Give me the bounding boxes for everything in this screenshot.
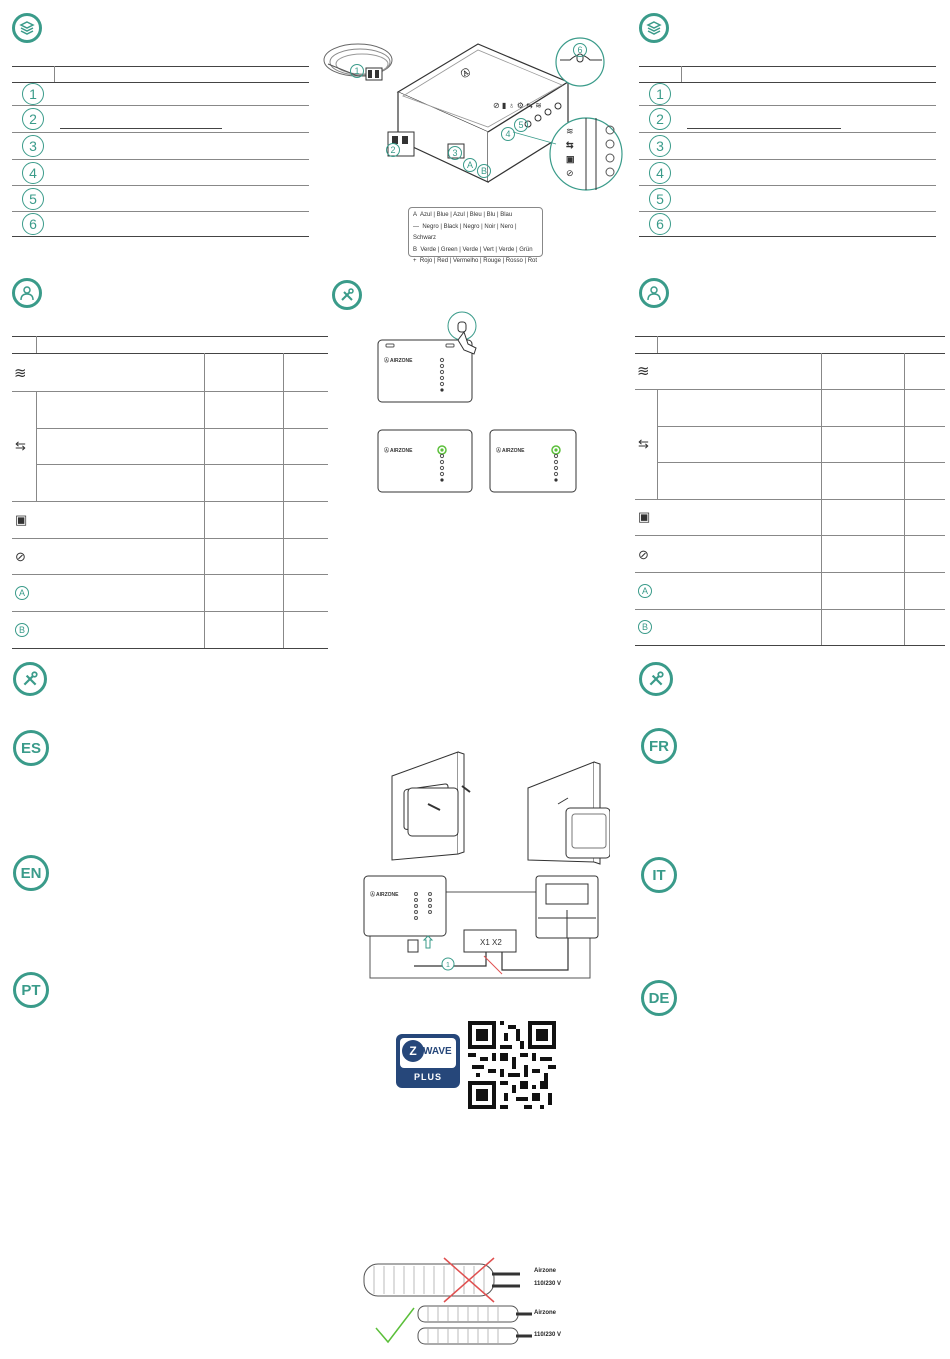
wifi-icon: ≋ [637, 363, 650, 380]
zwave-plus-logo: Z WAVE PLUS [396, 1034, 460, 1088]
terminal-a-icon: A [638, 584, 652, 598]
terminal-a-label: A [463, 158, 477, 172]
arrows-exchange-icon: ⇆ [638, 436, 649, 451]
cable-separation-illustration [360, 1256, 536, 1348]
part-number: 6 [649, 213, 671, 235]
callout-4: 4 [501, 127, 515, 141]
svg-text:Ⓐ: Ⓐ [459, 66, 472, 80]
language-badge-it: IT [641, 857, 677, 893]
language-badge-fr: FR [641, 728, 677, 764]
language-badge-de: DE [641, 980, 677, 1016]
part-number: 5 [649, 188, 671, 210]
svg-text:AIRZONE: AIRZONE [502, 448, 525, 454]
chip-icon: ▣ [638, 509, 651, 524]
wiring-diagram [362, 874, 602, 980]
svg-text:▣: ▣ [566, 154, 575, 164]
part-number: 4 [649, 162, 671, 184]
callout-2: 2 [386, 143, 400, 157]
callout-1: 1 [350, 64, 364, 78]
part-number: 2 [22, 108, 44, 130]
part-number: 1 [22, 83, 44, 105]
svg-text:Ⓐ: Ⓐ [370, 892, 376, 898]
part-number: 3 [22, 135, 44, 157]
layers-icon [639, 13, 669, 43]
language-badge-en: EN [13, 855, 49, 891]
plug-icon: ⊘ [638, 547, 649, 562]
svg-text:⇆: ⇆ [566, 140, 574, 150]
language-badge-es: ES [13, 730, 49, 766]
callout-3: 3 [448, 146, 462, 160]
arrows-exchange-icon: ⇆ [15, 438, 26, 453]
svg-text:Ⓐ: Ⓐ [496, 448, 502, 454]
terminal-a-icon: A [15, 586, 29, 600]
terminal-b-icon: B [638, 620, 652, 634]
cable-label-mains: 110/230 V [534, 1281, 562, 1287]
brand-label: Ⓐ [384, 358, 390, 364]
terminal-label: X1 X2 [480, 938, 502, 947]
svg-text:⊘ ▮ ♁ ⚙ ⇆ ≋: ⊘ ▮ ♁ ⚙ ⇆ ≋ [493, 101, 542, 110]
terminal-b-icon: B [15, 623, 29, 637]
layers-icon [12, 13, 42, 43]
part-number: 5 [22, 188, 44, 210]
legend-row: A Azul | Blue | Azul | Bleu | Blu | Blau [413, 212, 513, 218]
part-number: 6 [22, 213, 44, 235]
brand-label-text: AIRZONE [390, 358, 413, 364]
tools-icon [639, 662, 673, 696]
svg-text:≋: ≋ [566, 126, 574, 136]
legend-row: — Negro | Black | Negro | Noir | Nero | Schwarz [413, 223, 517, 241]
legend-row: + Rojo | Red | Vermelho | Rouge | Rosso | Rot [413, 258, 538, 264]
legend-row: B Verde | Green | Verde | Vert | Verde | Grün [413, 246, 533, 253]
wall-mount-illustration [388, 748, 610, 868]
tools-icon [13, 662, 47, 696]
terminal-b-label: B [477, 164, 491, 178]
wifi-icon: ≋ [14, 365, 27, 382]
plug-icon: ⊘ [15, 549, 26, 564]
svg-text:AIRZONE: AIRZONE [376, 892, 399, 898]
cable-color-legend [408, 207, 543, 264]
cable-callout: 1 [446, 962, 450, 969]
cable-label-airzone: Airzone [534, 1310, 557, 1316]
cable-label-mains: 110/230 V [534, 1332, 562, 1338]
chip-icon: ▣ [15, 512, 28, 527]
part-number: 1 [649, 83, 671, 105]
technician-icon [639, 278, 669, 308]
qr-code [468, 1021, 556, 1109]
svg-text:⊘: ⊘ [566, 168, 574, 178]
svg-text:AIRZONE: AIRZONE [390, 448, 413, 454]
language-badge-pt: PT [13, 972, 49, 1008]
part-number: 2 [649, 108, 671, 130]
pairing-illustration [372, 304, 582, 496]
technician-icon [12, 278, 42, 308]
cable-label-airzone: Airzone [534, 1268, 557, 1274]
callout-6: 6 [573, 43, 587, 57]
part-number: 4 [22, 162, 44, 184]
device-illustration [318, 32, 628, 204]
callout-5: 5 [514, 118, 528, 132]
tools-icon [332, 280, 362, 310]
svg-text:Ⓐ: Ⓐ [384, 448, 390, 454]
part-number: 3 [649, 135, 671, 157]
